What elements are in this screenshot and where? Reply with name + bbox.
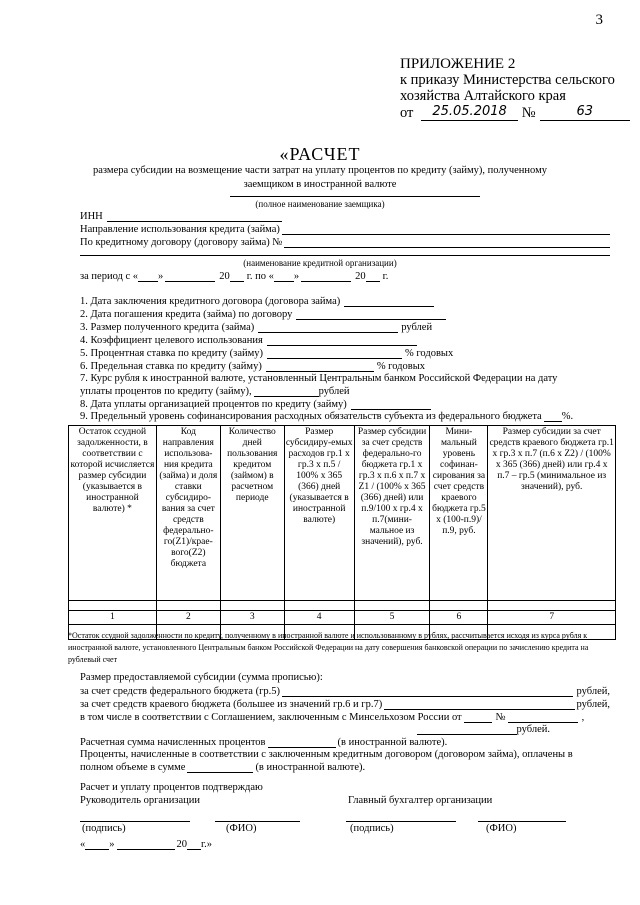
period-row <box>80 270 388 282</box>
col-number-4: 4 <box>284 611 354 625</box>
totals-agreement-amount <box>80 723 550 735</box>
agreement-amount-field[interactable] <box>417 723 517 735</box>
col-number-2: 2 <box>156 611 220 625</box>
totals-regional-label: за счет средств краевого бюджета (большее из значений гр.6 и гр.7) <box>80 699 383 710</box>
item-2-field[interactable] <box>296 308 446 320</box>
table-header-row <box>69 426 616 601</box>
period-to-day[interactable] <box>274 270 294 282</box>
accountant-signature-line[interactable] <box>346 821 456 822</box>
item-2-label: 2. Дата погашения кредита (займа) по договору <box>80 309 293 320</box>
credit-org-caption: (наименование кредитной организации) <box>243 258 397 268</box>
item-2 <box>80 308 446 320</box>
item-3-label: 3. Размер полученного кредита (займа) <box>80 322 255 333</box>
totals-federal-field[interactable] <box>282 685 573 697</box>
inn-field[interactable] <box>107 210 282 222</box>
totals-paid-line1: Проценты, начисленные в соответствии с заключенным кредитным договором (договором займа), оплачены в <box>80 749 573 760</box>
totals-paid-field[interactable] <box>187 761 253 773</box>
sig-date-suffix: г.» <box>201 839 212 850</box>
period-to-month[interactable] <box>301 270 351 282</box>
borrower-name-line[interactable] <box>230 196 480 197</box>
calculation-table <box>68 425 616 640</box>
sig-date-month[interactable] <box>117 838 175 850</box>
item-6-unit: % годовых <box>376 361 426 372</box>
item-7-field[interactable] <box>254 385 319 397</box>
period-to-quote: » <box>293 271 300 282</box>
appendix-block <box>400 56 630 121</box>
item-1-field[interactable] <box>344 295 434 307</box>
item-7 <box>80 385 350 397</box>
spacer-cell <box>69 601 157 611</box>
number-prefix: № <box>521 105 536 121</box>
period-to-year[interactable] <box>366 270 380 282</box>
item-8-label: 8. Дата уплаты организацией процентов по кредиту (займу) <box>80 399 347 410</box>
accountant-fio-caption: (ФИО) <box>486 823 517 834</box>
period-from-quote: » <box>158 271 164 282</box>
totals-paid <box>80 761 610 773</box>
item-3-field[interactable] <box>258 321 398 333</box>
period-from-month[interactable] <box>165 270 215 282</box>
col-number-3: 3 <box>220 611 284 625</box>
agreement-date-field[interactable] <box>464 711 492 723</box>
date-prefix: от <box>400 105 414 121</box>
footnote: *Остаток ссудной задолженности по кредиту, полученному в иностранной валюте и использованному в рублях, рассчитывается исходя из курса рубля к иностранной валюте, установленного Центральным банком Российской Федерации на дату совершения банковской операции по зачислению кредита на рублевый счет <box>68 631 589 664</box>
item-7-line1: 7. Курс рубля к иностранной валюте, установленный Центральным банком Российской Федерации на дату <box>80 373 558 384</box>
head-fio-caption: (ФИО) <box>226 823 257 834</box>
sig-date-day[interactable] <box>85 838 109 850</box>
table-number-row <box>69 611 616 625</box>
signature-date-row <box>80 838 212 850</box>
item-6-field[interactable] <box>266 360 374 372</box>
totals-interest <box>80 736 610 748</box>
item-1 <box>80 295 434 307</box>
page-number: 3 <box>595 12 603 28</box>
item-5 <box>80 347 453 359</box>
period-to-century: 20 <box>355 271 366 282</box>
spacer-cell <box>354 601 430 611</box>
period-to-suffix: г. <box>382 271 389 282</box>
agreement-number-label: № <box>495 712 506 723</box>
totals-regional-field[interactable] <box>384 698 574 710</box>
accountant-label: Главный бухгалтер организации <box>348 795 493 806</box>
totals-agreement-label: в том числе в соответствии с Соглашением, заключенным с Минсельхозом России от <box>80 712 462 723</box>
accountant-fio-line[interactable] <box>478 821 566 822</box>
spacer-cell <box>284 601 354 611</box>
col-number-7: 7 <box>488 611 616 625</box>
period-to-label: г. по « <box>246 271 274 282</box>
spacer-cell <box>156 601 220 611</box>
spacer-cell <box>488 601 616 611</box>
confirm-text: Расчет и уплату процентов подтверждаю <box>80 782 263 793</box>
item-1-label: 1. Дата заключения кредитного договора (договора займа) <box>80 296 341 307</box>
table-spacer-row <box>69 601 616 611</box>
accountant-sign-caption: (подпись) <box>350 823 394 834</box>
item-9-label: 9. Предельный уровень софинансирования расходных обязательств субъекта из федерального бюджета <box>80 411 542 422</box>
totals-federal-unit: рублей, <box>576 686 610 697</box>
item-6 <box>80 360 425 372</box>
item-4-field[interactable] <box>267 334 417 346</box>
document-subtitle <box>80 164 560 192</box>
totals-heading: Размер предоставляемой субсидии (сумма прописью): <box>80 672 323 683</box>
spacer-cell <box>430 601 488 611</box>
appendix-title: ПРИЛОЖЕНИЕ 2 <box>400 56 516 72</box>
col-header-3: Количество дней пользования кредитом (займом) в расчетном периоде <box>220 426 284 601</box>
date-value: 25.05.2018 <box>421 104 517 121</box>
inn-label: ИНН <box>80 211 103 222</box>
item-9-field[interactable] <box>544 410 562 422</box>
sig-date-open: « <box>80 839 86 850</box>
sig-date-century: 20 <box>176 839 187 850</box>
col-number-6: 6 <box>430 611 488 625</box>
item-7-label: уплаты процентов по кредиту (займу), <box>80 386 252 397</box>
item-3 <box>80 321 432 333</box>
item-5-unit: % годовых <box>405 348 454 359</box>
head-signature-line[interactable] <box>80 821 190 822</box>
item-9-unit: %. <box>561 411 574 422</box>
item-8-field[interactable] <box>351 398 431 410</box>
item-4 <box>80 334 417 346</box>
totals-federal-label: за счет средств федерального бюджета (гр.5) <box>80 686 280 697</box>
col-header-5: Размер субсидии за счет средств федерально-го бюджета гр.1 х гр.3 х п.6 х п.7 х Z1 / (100% х 365 (366) дней) или п.9/100 х гр.4 х п.7(мини-мальное из значений), руб. <box>354 426 430 601</box>
credit-org-line[interactable] <box>80 255 610 256</box>
head-label: Руководитель организации <box>80 795 200 806</box>
item-5-field[interactable] <box>267 347 402 359</box>
sig-date-close: » <box>109 839 115 850</box>
contract-field[interactable] <box>284 236 610 248</box>
totals-interest-field[interactable] <box>268 736 336 748</box>
contract-row <box>80 236 610 248</box>
item-9 <box>80 410 573 422</box>
col-header-4: Размер субсидиру-емых расходов гр.1 х гр.3 х п.5 / 100% х 365 (366) дней (указывается в иностранной валюте) <box>284 426 354 601</box>
appendix-line2: хозяйства Алтайского края <box>400 88 566 104</box>
head-fio-line[interactable] <box>215 821 300 822</box>
period-from-century: 20 <box>219 271 230 282</box>
col-header-1: Остаток ссудной задолженности, в соответствии с которой исчисляется размер субсидии (указывается в иностранной валюте) * <box>69 426 157 601</box>
sig-date-year[interactable] <box>187 838 201 850</box>
subtitle-line2: заемщиком в иностранной валюте <box>243 179 397 190</box>
col-number-5: 5 <box>354 611 430 625</box>
appendix-line1: к приказу Министерства сельского <box>400 72 615 88</box>
period-from-year[interactable] <box>230 270 244 282</box>
item-5-label: 5. Процентная ставка по кредиту (займу) <box>80 348 263 359</box>
totals-interest-label: Расчетная сумма начисленных процентов <box>80 737 266 748</box>
contract-label: По кредитному договору (договору займа) № <box>80 237 283 248</box>
purpose-label: Направление использования кредита (займа) <box>80 224 280 235</box>
period-from-day[interactable] <box>138 270 158 282</box>
purpose-field[interactable] <box>282 223 610 235</box>
item-4-label: 4. Коэффициент целевого использования <box>80 335 263 346</box>
totals-interest-unit: (в иностранной валюте). <box>337 737 448 748</box>
totals-paid-unit: (в иностранной валюте). <box>255 762 366 773</box>
inn-row <box>80 210 610 222</box>
spacer-cell <box>220 601 284 611</box>
item-8 <box>80 398 431 410</box>
col-header-7: Размер субсидии за счет средств краевого бюджета гр.1 х гр.3 х п.7 (п.6 х Z2) / (100% х 365 (366) дней) или гр.4 х п.7 – гр.5 (минимальное из значений), руб. <box>488 426 616 601</box>
head-sign-caption: (подпись) <box>82 823 126 834</box>
item-3-unit: рублей <box>401 322 433 333</box>
totals-paid-label: полном объеме в сумме <box>80 762 186 773</box>
agreement-number-field[interactable] <box>508 711 578 723</box>
document-title: «РАСЧЕТ <box>279 144 361 164</box>
totals-agreement: в том числе в соответствии с Соглашением, заключенным с Минсельхозом России от № , <box>80 712 585 723</box>
totals-regional-unit: рублей, <box>576 699 610 710</box>
purpose-row <box>80 223 610 235</box>
agreement-amount-unit: рублей. <box>516 724 550 735</box>
subtitle-line1: размера субсидии на возмещение части затрат на уплату процентов по кредиту (займу), полученному <box>93 165 547 176</box>
period-from-label: за период с « <box>80 271 139 282</box>
col-header-6: Мини-мальный уровень софинан-сирования за счет средств краевого бюджета гр.5 х (100-п.9)/п.9, руб. <box>430 426 488 601</box>
col-number-1: 1 <box>69 611 157 625</box>
totals-federal <box>80 685 610 697</box>
appendix-date-row <box>400 104 630 121</box>
totals-regional <box>80 698 610 710</box>
borrower-caption: (полное наименование заемщика) <box>255 199 385 209</box>
item-6-label: 6. Предельная ставка по кредиту (займу) <box>80 361 262 372</box>
number-value: 63 <box>540 104 630 121</box>
item-7-unit: рублей <box>318 386 350 397</box>
col-header-2: Код направления использова-ния кредита (займа) и доля ставки субсидиро-вания за счет средств федерально-го(Z1)/крае-вого(Z2) бюджета <box>156 426 220 601</box>
